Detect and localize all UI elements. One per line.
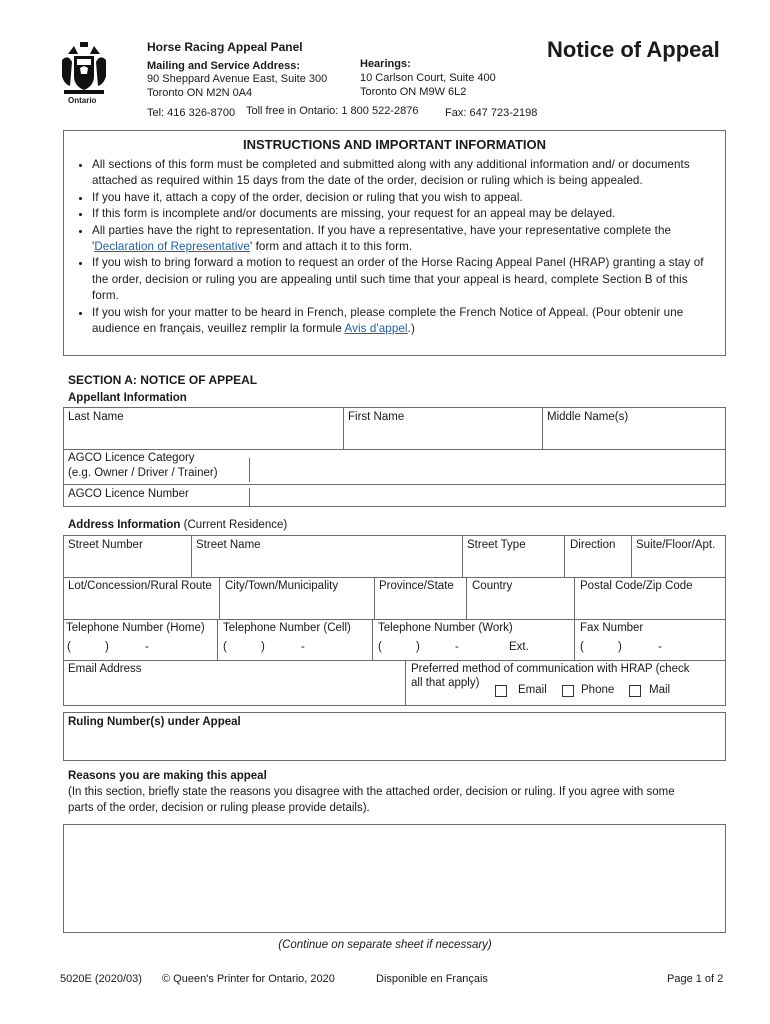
licence-category-input[interactable] [252,458,722,482]
email-option-label: Email [518,684,547,696]
suite-field[interactable]: Suite/Floor/Apt. [636,539,716,551]
reasons-instructions-2: parts of the order, decision or ruling please provide details). [68,802,370,814]
french-available: Disponible en Français [376,973,488,985]
mailing-line-2: Toronto ON M2N 0A4 [147,87,253,99]
section-a-title: SECTION A: NOTICE OF APPEAL [68,373,258,387]
phone-work-open-paren: ( [378,641,382,653]
phone-home-dash: - [145,641,149,653]
instruction-item [92,223,709,256]
divider [542,407,543,450]
hearings-heading: Hearings: [360,58,411,70]
instruction-text: All sections of this form must be completed and submitted along with any additional information and/ or documents attached as required within 15 days from the date of the order, decision or ruling which is being appealed. [92,158,690,188]
phone-home-close-paren: ) [105,641,109,653]
divider [191,535,192,577]
licence-category-example: (e.g. Owner / Driver / Trainer) [68,467,218,479]
street-number-field[interactable]: Street Number [68,539,143,551]
street-name-field[interactable]: Street Name [196,539,261,551]
tel-home-label: Telephone Number (Home) [66,622,205,634]
page-number: Page 1 of 2 [667,973,724,985]
instruction-text: If you wish for your matter to be heard in French, please complete the French Notice of Appeal. (Pour obtenir une audience en français, veuillez remplir la formule [92,305,684,336]
telephone-text: Tel: 416 326-8700 [147,107,236,119]
copyright: © Queen's Printer for Ontario, 2020 [162,973,335,985]
toll-free-text: Toll free in Ontario: 1 800 522-2876 [246,105,419,117]
divider [63,577,726,578]
ext-label: Ext. [509,641,529,653]
postal-code-field[interactable]: Postal Code/Zip Code [580,580,693,592]
instruction-item [92,206,709,222]
hearings-line-1: 10 Carlson Court, Suite 400 [360,72,496,84]
fax-input[interactable] [587,640,722,658]
divider [564,535,565,577]
tel-work-input[interactable] [385,640,570,658]
divider [574,619,575,660]
divider [372,619,373,660]
divider [343,407,344,450]
divider [249,488,250,506]
phone-cell-open-paren: ( [223,641,227,653]
instruction-item [92,157,709,190]
instruction-item [92,255,709,304]
phone-cell-dash: - [301,641,305,653]
lot-concession-field[interactable]: Lot/Concession/Rural Route [68,580,212,592]
divider [63,660,726,661]
divider [405,660,406,706]
instruction-text: ' form and attach it to this form. [249,240,413,254]
divider [219,577,220,619]
fax-dash: - [658,641,662,653]
address-table [63,535,726,706]
fax-number-label: Fax Number [580,622,644,634]
mailing-line-1: 90 Sheppard Avenue East, Suite 300 [147,73,328,85]
address-heading-bold: Address Information [68,519,181,531]
hearings-line-2: Toronto ON M9W 6L2 [360,86,467,98]
fax-open-paren: ( [580,641,584,653]
tel-cell-label: Telephone Number (Cell) [223,622,351,634]
divider [63,619,726,620]
phone-home-open-paren: ( [67,641,71,653]
mail-option-label: Mail [649,684,671,696]
divider [466,577,467,619]
phone-option-label: Phone [581,684,615,696]
instruction-text: If you wish to bring forward a motion to request an order of the Horse Racing Appeal Panel (HRAP) granting a stay of the order, decision or ruling you are appealing until such time that your appeal is heard, complete Section B of this form. [92,256,704,303]
reasons-textarea[interactable] [63,824,726,933]
instruction-text: .) [407,322,415,336]
ontario-label: Ontario [68,96,97,105]
mailing-heading: Mailing and Service Address: [147,60,301,72]
instruction-text: If you have it, attach a copy of the order, decision or ruling that you wish to appeal. [92,190,523,204]
divider [631,535,632,577]
declaration-of-representative-link[interactable]: Declaration of Representative [94,240,250,254]
tel-cell-input[interactable] [230,640,368,658]
instruction-text: All parties have the right to representation. If you have a representative, have your representative complete the ' [92,223,672,254]
ontario-coat-of-arms-icon [60,40,108,102]
divider [462,535,463,577]
street-type-field[interactable]: Street Type [467,539,526,551]
preferred-method-label-2: all that apply) [411,677,480,689]
ruling-number-label: Ruling Number(s) under Appeal [68,716,241,728]
continue-note: (Continue on separate sheet if necessary) [278,939,492,951]
reasons-heading: Reasons you are making this appeal [68,770,267,782]
divider [63,484,726,485]
licence-category-label: AGCO Licence Category [68,452,195,464]
phone-work-dash: - [455,641,459,653]
phone-work-close-paren: ) [416,641,420,653]
city-field[interactable]: City/Town/Municipality [225,580,339,592]
licence-number-input[interactable] [252,488,722,506]
avis-dappel-link[interactable]: Avis d'appel [344,322,408,336]
fax-text: Fax: 647 723-2198 [445,107,538,119]
instructions-list [78,157,709,337]
mail-checkbox[interactable] [629,685,641,697]
page-title: Notice of Appeal [547,37,720,62]
divider [249,458,250,482]
instructions-title: INSTRUCTIONS AND IMPORTANT INFORMATION [242,137,547,152]
address-heading [68,519,287,531]
instructions-box [63,130,726,356]
organization-name: Horse Racing Appeal Panel [147,40,303,54]
instruction-item [92,305,709,338]
licence-number-label: AGCO Licence Number [68,488,189,500]
phone-checkbox[interactable] [562,685,574,697]
divider [374,577,375,619]
middle-name-field[interactable]: Middle Name(s) [547,411,629,423]
reasons-instructions-1: (In this section, briefly state the reasons you disagree with the attached order, decision or ruling. If you agree with some [68,786,675,798]
instruction-item [92,190,709,206]
last-name-field[interactable]: Last Name [68,411,124,423]
phone-cell-close-paren: ) [261,641,265,653]
appellant-info-heading: Appellant Information [68,392,187,404]
instruction-text: If this form is incomplete and/or documents are missing, your request for an appeal may be delayed. [92,207,616,221]
divider [574,577,575,619]
preferred-method-label: Preferred method of communication with HRAP (check [411,663,690,675]
country-field[interactable]: Country [472,580,513,592]
address-heading-note: (Current Residence) [180,519,288,531]
tel-work-label: Telephone Number (Work) [378,622,513,634]
divider [217,619,218,660]
province-field[interactable]: Province/State [379,580,454,592]
tel-home-input[interactable] [74,640,214,658]
direction-field[interactable]: Direction [570,539,616,551]
email-address-field[interactable]: Email Address [68,663,142,675]
fax-close-paren: ) [618,641,622,653]
email-checkbox[interactable] [495,685,507,697]
first-name-field[interactable]: First Name [348,411,405,423]
form-number: 5020E (2020/03) [60,973,142,985]
